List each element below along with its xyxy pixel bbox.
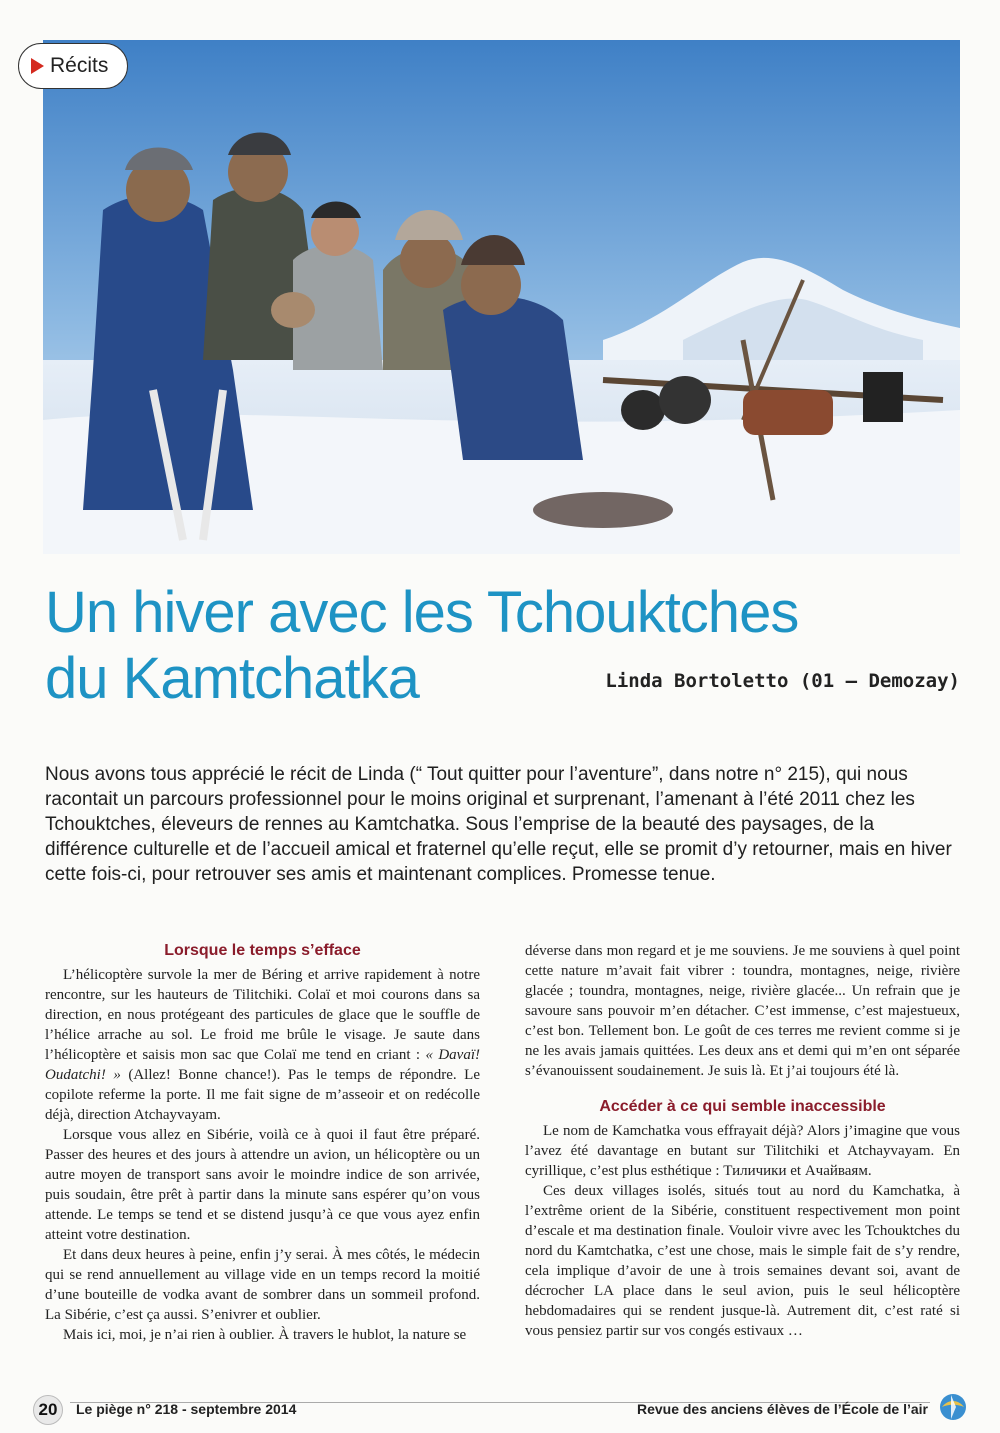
paragraph-text: (Allez! Bonne chance!). Pas le temps de répondre. Le copilote referme la porte. Il me fait signe de m’asseoir et on redécolle déjà, direction Atchayvayam. — [45, 1067, 480, 1123]
school-logo-icon — [936, 1391, 970, 1421]
title-line-1: Un hiver avec les Tchouktches — [45, 580, 799, 645]
right-column — [525, 941, 960, 1341]
section-heading-1: Lorsque le temps s’efface — [164, 942, 361, 959]
issue-label: Le piège n° 218 - septembre 2014 — [76, 1401, 297, 1417]
title-line-2: du Kamtchatka — [45, 646, 419, 711]
body-paragraph — [45, 965, 480, 1125]
section-tag — [18, 43, 128, 89]
left-column — [45, 941, 480, 1345]
section-label: Récits — [50, 54, 109, 77]
article-title — [45, 580, 798, 712]
section-heading-2: Accéder à ce qui semble inaccessible — [599, 1098, 886, 1115]
page-footer — [0, 1400, 1000, 1433]
revue-label: Revue des anciens élèves de l’École de l’air — [636, 1401, 928, 1417]
body-paragraph: Ces deux villages isolés, situés tout au nord du Kamchatka, à l’extrême orient de la Sibérie, constituent respectivement mon point d’escale et ma destination finale. Vouloir vivre avec les Tchouktches du nord du Kamtchatka, c’est une chose, mais le simple fait de s’y rendre, cela implique d’avoir de une à trois semaines devant soi, avant de décrocher LA place dans le seul avion, puis le seul hélicoptère hebdomadaires qui se rendent jusque-là. Autrement dit, c’est raté si vous pensiez partir sur vos congés estivaux … — [525, 1183, 960, 1339]
play-arrow-icon — [31, 58, 44, 74]
quote-text: « Davaï! Oudatchi! » — [45, 1047, 481, 1083]
hero-photo — [43, 40, 960, 554]
body-paragraph: Et dans deux heures à peine, enfin j’y serai. À mes côtés, le médecin qui se rend annuellement au village vide en un temps record la moitié d’une bouteille de vodka avant de sombrer dans un sommeil profond. La Sibérie, c’est ça aussi. S’enivrer et oublier. — [45, 1247, 480, 1323]
body-paragraph: Lorsque vous allez en Sibérie, voilà ce à quoi il faut être préparé. Passer des heures et des jours à attendre un avion, un hélicoptère ou un autre moyen de transport sans avoir le moindre indice de son arrivée, puis soudain, être prêt à partir dans la minute sans espérer qu’on vous attende. Le temps se tend et se distend jusqu’à ce que vous ayez enfin atteint votre destination. — [45, 1127, 480, 1243]
body-paragraph: déverse dans mon regard et je me souviens. Je me souviens à quel point cette nature m’avait fait vibrer : toundra, montagnes, neige, rivière glacée ; toundra, montagnes, neige, rivière glacée... Un refrain que je savoure sans pouvoir m’en détacher. C’est immense, c’est majestueux, c’est bon. Tellement bon. Le goût de ces terres me revient comme si je ne les avais jamais quittées. Les deux ans et demi qui m’en ont séparée s’évanouissent soudainement. Je suis là. Et j’ai toujours été là. — [525, 943, 960, 1079]
body-paragraph: Le nom de Kamchatka vous effrayait déjà? Alors j’imagine que vous l’avez été davantage en butant sur Tilitchiki et Atchayvayam. En cyrillique, c’est plus esthétique : Тиличики et Ачайваям. — [525, 1123, 960, 1179]
paragraph-text: L’hélicoptère survole la mer de Béring et arrive rapidement à notre rencontre, sur les hauteurs de Tilitchiki. Colaï et moi courons dans sa direction, en nous protégeant des particules de glace que le souffle de l’hélice arrache au sol. Le froid me brûle le visage. Je saute dans l’hélicoptère et saisis mon sac que Colaï me tend en criant : — [45, 967, 480, 1063]
page-number: 20 — [33, 1395, 63, 1425]
author-byline: Linda Bortoletto (01 – Demozay) — [605, 670, 960, 692]
body-paragraph: Mais ici, moi, je n’ai rien à oublier. À travers le hublot, la nature se — [63, 1327, 467, 1343]
intro-paragraph: Nous avons tous apprécié le récit de Linda (“ Tout quitter pour l’aventure”, dans notre n° 215), qui nous racontait un parcours professionnel pour le moins original et surprenant, l’amenant à l’été 2011 chez les Tchouktches, éleveurs de rennes au Kamtchatka. Sous l’emprise de la beauté des paysages, de la différence culturelle et de l’accueil amical et fraternel qu’elle reçut, elle se promit d’y retourner, mais en hiver cette fois-ci, pour retrouver ses amis et maintenant complices. Promesse tenue. — [45, 764, 952, 885]
